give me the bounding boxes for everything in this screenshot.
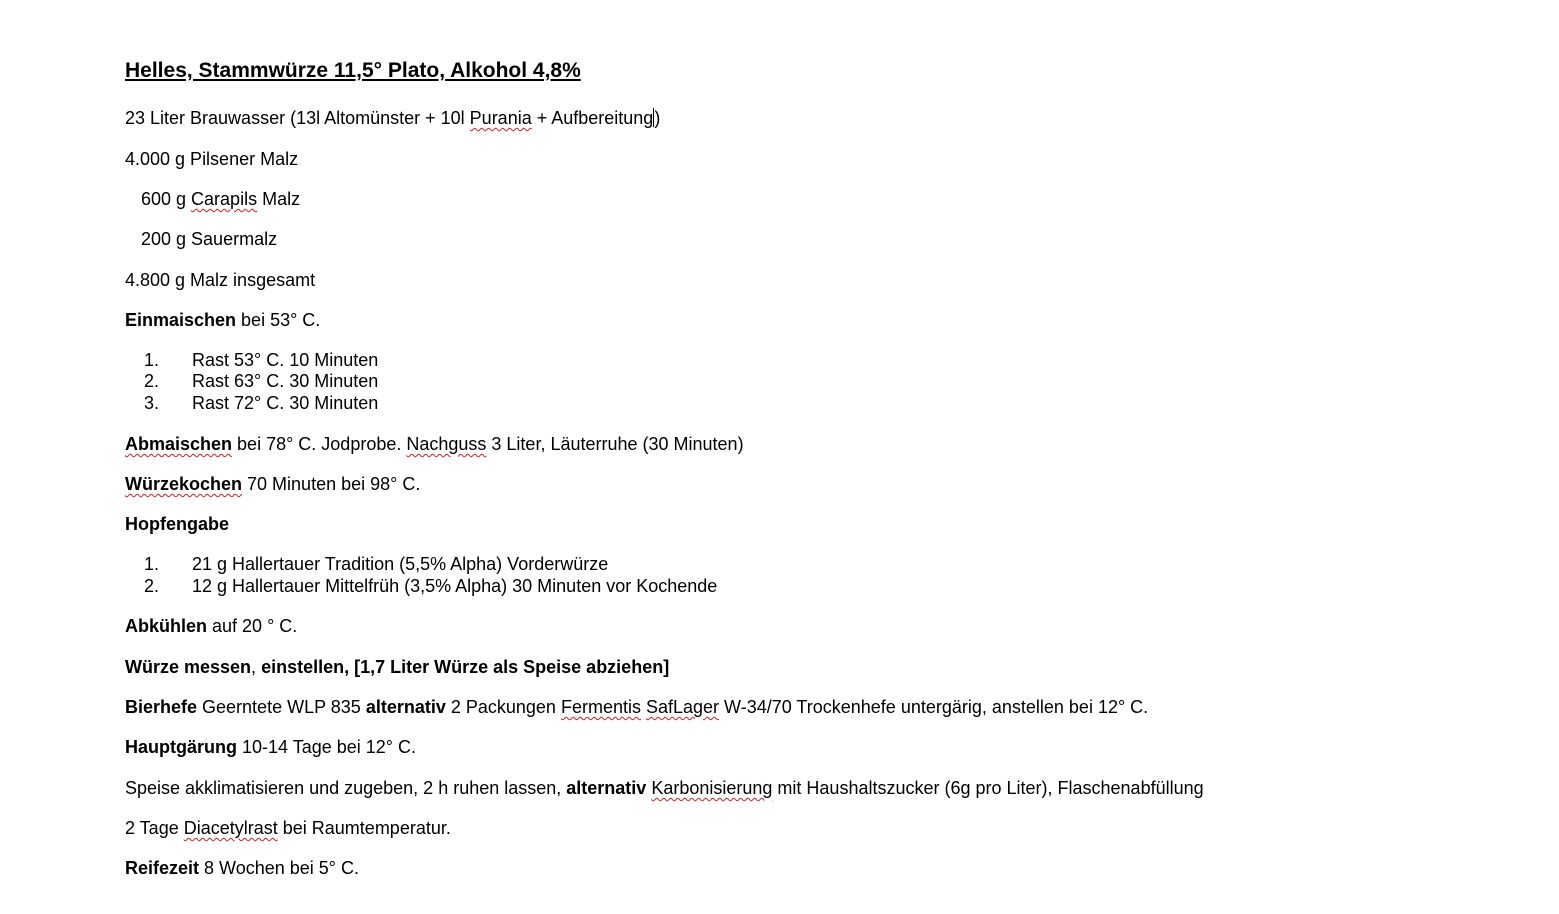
list-number: 2. xyxy=(143,576,159,596)
einmaischen-label: Einmaischen xyxy=(125,310,237,330)
spellcheck-word-carapils: Carapils xyxy=(191,189,258,209)
spellcheck-word-karbonisierung: Karbonisierung xyxy=(651,778,773,798)
recipe-title: Helles, Stammwürze 11,5° Plato, Alkohol 4,8% xyxy=(125,59,581,82)
hauptgaerung-label: Hauptgärung xyxy=(125,737,237,757)
einmaischen-line xyxy=(125,309,320,331)
bierhefe-line xyxy=(125,696,1148,718)
malt-carapils xyxy=(141,188,300,210)
list-number: 3. xyxy=(143,393,159,413)
spellcheck-word-purania: Purania xyxy=(469,108,532,128)
bierhefe-text-2: 2 Packungen xyxy=(445,697,561,717)
malt-sauer: 200 g Sauermalz xyxy=(141,229,278,249)
list-number: 1. xyxy=(143,554,159,574)
spellcheck-word-diacetylrast: Diacetylrast xyxy=(183,818,278,838)
spellcheck-word-nachguss: Nachguss xyxy=(406,434,487,454)
hop-list-item xyxy=(125,553,608,575)
list-item-text: 21 g Hallertauer Tradition (5,5% Alpha) Vorderwürze xyxy=(192,554,609,574)
water-line xyxy=(125,107,660,129)
reifezeit-text: 8 Wochen bei 5° C. xyxy=(199,858,359,878)
rest-list-item xyxy=(125,370,378,392)
list-number: 2. xyxy=(143,371,159,391)
hopfengabe-heading xyxy=(125,513,229,535)
water-text: 23 Liter Brauwasser (13l Altomünster + 10l xyxy=(125,108,470,128)
abkuehlen-line xyxy=(125,615,297,637)
list-item-text: Rast 53° C. 10 Minuten xyxy=(192,350,379,370)
diacetyl-line xyxy=(125,817,451,839)
wuerze-einstellen-label: einstellen, [1,7 Liter Würze als Speise abziehen] xyxy=(261,657,670,677)
malt-carapils-suffix: Malz xyxy=(257,189,301,209)
diacetyl-text: 2 Tage xyxy=(125,818,184,838)
speise-text: Speise akklimatisieren und zugeben, 2 h ruhen lassen, xyxy=(125,778,567,798)
abmaischen-line xyxy=(125,433,744,455)
bierhefe-label: Bierhefe xyxy=(125,697,198,717)
hauptgaerung-line xyxy=(125,736,416,758)
einmaischen-text: bei 53° C. xyxy=(236,310,321,330)
wuerze-messen-line xyxy=(125,656,669,678)
wuerzekochen-label: Würzekochen xyxy=(125,474,243,494)
rest-list-item xyxy=(125,392,378,414)
malt-total: 4.800 g Malz insgesamt xyxy=(125,270,316,290)
spellcheck-word-fermentis: Fermentis xyxy=(560,697,641,717)
list-item-text: Rast 72° C. 30 Minuten xyxy=(192,393,379,413)
hauptgaerung-text: 10-14 Tage bei 12° C. xyxy=(237,737,416,757)
abkuehlen-label: Abkühlen xyxy=(125,616,208,636)
malt-carapils-amount: 600 g xyxy=(141,189,192,209)
speise-alternativ: alternativ xyxy=(566,778,647,798)
list-number: 1. xyxy=(143,350,159,370)
malt-pils: 4.000 g Pilsener Malz xyxy=(125,149,299,169)
diacetyl-text-2: bei Raumtemperatur. xyxy=(277,818,451,838)
rest-list-item xyxy=(125,349,378,371)
reifezeit-line xyxy=(125,857,359,879)
spellcheck-word-saflager: SafLager xyxy=(645,697,720,717)
bierhefe-text-3: W-34/70 Trockenhefe untergärig, anstellen bei 12° C. xyxy=(719,697,1149,717)
hop-list-item xyxy=(125,575,717,597)
wuerzekochen-text: 70 Minuten bei 98° C. xyxy=(242,474,421,494)
wuerze-messen-sep: , xyxy=(251,657,262,677)
list-item-text: Rast 63° C. 30 Minuten xyxy=(192,371,379,391)
abmaischen-text-2: 3 Liter, Läuterruhe (30 Minuten) xyxy=(486,434,744,454)
wuerzekochen-line xyxy=(125,473,420,495)
bierhefe-alternativ: alternativ xyxy=(365,697,446,717)
reifezeit-label: Reifezeit xyxy=(125,858,200,878)
speise-line xyxy=(125,777,1204,799)
wuerze-messen-label: Würze messen xyxy=(125,657,252,677)
water-close: ) xyxy=(654,108,661,128)
bierhefe-text: Geerntete WLP 835 xyxy=(197,697,366,717)
hopfengabe-label: Hopfengabe xyxy=(125,514,230,534)
list-item-text: 12 g Hallertauer Mittelfrüh (3,5% Alpha) 30 Minuten vor Kochende xyxy=(192,576,718,596)
abkuehlen-text: auf 20 ° C. xyxy=(207,616,298,636)
speise-text-2: mit Haushaltszucker (6g pro Liter), Flaschenabfüllung xyxy=(772,778,1204,798)
abmaischen-label: Abmaischen xyxy=(125,434,233,454)
abmaischen-text: bei 78° C. Jodprobe. xyxy=(232,434,407,454)
water-suffix: + Aufbereitung xyxy=(531,108,654,128)
